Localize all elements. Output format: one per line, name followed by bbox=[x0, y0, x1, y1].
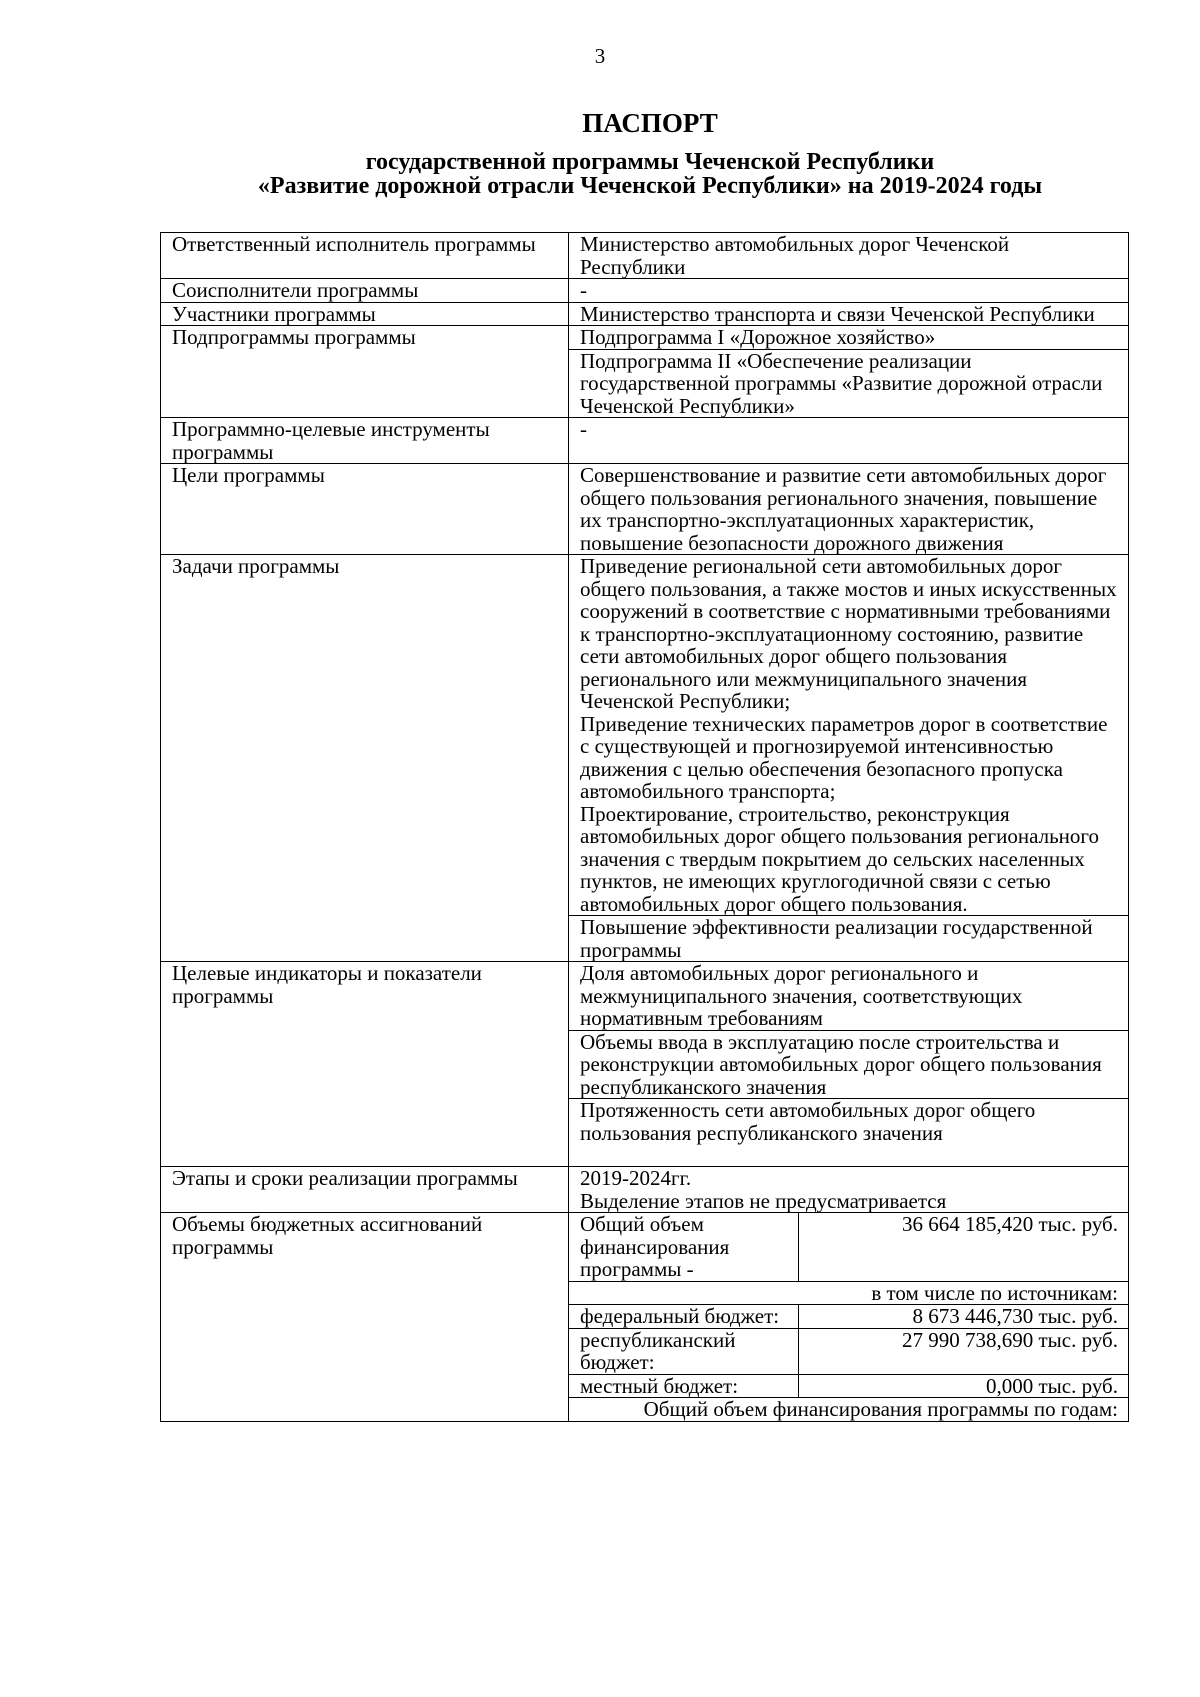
row-value: Подпрограмма II «Обеспечение реализации государственной программы «Развитие дорожной отрасли Чеченской Республики» bbox=[569, 349, 1129, 418]
row-label: Цели программы bbox=[161, 464, 569, 555]
budget-total-label: Общий объем финансирования программы - bbox=[569, 1213, 799, 1282]
row-label: Задачи программы bbox=[161, 555, 569, 962]
page-number: 3 bbox=[594, 44, 606, 68]
row-label: Этапы и сроки реализации программы bbox=[161, 1167, 569, 1213]
table-row-subprograms bbox=[161, 326, 1129, 350]
row-value: Подпрограмма I «Дорожное хозяйство» bbox=[569, 326, 1129, 350]
title-program-name: «Развитие дорожной отрасли Чеченской Республики» на 2019-2024 годы bbox=[257, 173, 1043, 199]
row-value: Совершенствование и развитие сети автомобильных дорог общего пользования регионального значения, повышение их транспортно-эксплуатационных характеристик, повышение безопасности дорожного движения bbox=[569, 464, 1129, 555]
table-row-goals bbox=[161, 464, 1129, 555]
budget-federal-value: 8 673 446,730 тыс. руб. bbox=[799, 1305, 1129, 1329]
budget-total-value: 36 664 185,420 тыс. руб. bbox=[799, 1213, 1129, 1282]
budget-federal-label: федеральный бюджет: bbox=[569, 1305, 799, 1329]
row-value: Доля автомобильных дорог регионального и межмуниципального значения, соответствующих нормативным требованиям bbox=[569, 962, 1129, 1031]
table-row-indicators bbox=[161, 962, 1129, 1031]
row-value bbox=[569, 1167, 1129, 1213]
task-paragraph: Проектирование, строительство, реконструкция автомобильных дорог общего пользования регионального значения с твердым покрытием до сельских населенных пунктов, не имеющих круглогодичной связи с сетью автомобильных дорог общего пользования. bbox=[580, 801, 1099, 916]
row-label: Целевые индикаторы и показатели программы bbox=[161, 962, 569, 1167]
table-row-budget-total bbox=[161, 1213, 1129, 1282]
row-label: Соисполнители программы bbox=[161, 279, 569, 303]
table-row-instruments bbox=[161, 418, 1129, 464]
table-row-tasks bbox=[161, 555, 1129, 916]
budget-by-years: Общий объем финансирования программы по годам: bbox=[569, 1398, 1129, 1422]
budget-republic-label: республиканский бюджет: bbox=[569, 1328, 799, 1374]
row-value bbox=[569, 555, 1129, 916]
row-label: Программно-целевые инструменты программы bbox=[161, 418, 569, 464]
stages-note: Выделение этапов не предусматривается bbox=[580, 1188, 947, 1213]
budget-local-value: 0,000 тыс. руб. bbox=[799, 1374, 1129, 1398]
row-value: Министерство транспорта и связи Чеченской Республики bbox=[569, 302, 1129, 326]
row-label: Подпрограммы программы bbox=[161, 326, 569, 418]
budget-by-sources: в том числе по источникам: bbox=[569, 1281, 1129, 1305]
row-value: Протяженность сети автомобильных дорог общего пользования республиканского значения bbox=[569, 1099, 1129, 1167]
row-value: - bbox=[569, 418, 1129, 464]
row-label: Ответственный исполнитель программы bbox=[161, 233, 569, 279]
budget-republic-value: 27 990 738,690 тыс. руб. bbox=[799, 1328, 1129, 1374]
table-row-responsible bbox=[161, 233, 1129, 279]
task-paragraph: Приведение технических параметров дорог в соответствие с существующей и прогнозируемой интенсивностью движения с целью обеспечения безопасного пропуска автомобильного транспорта; bbox=[580, 711, 1108, 803]
table-row-stages bbox=[161, 1167, 1129, 1213]
table-row-participants bbox=[161, 302, 1129, 326]
table-row-coexecutors bbox=[161, 279, 1129, 303]
row-value: Повышение эффективности реализации государственной программы bbox=[569, 916, 1129, 962]
task-paragraph: Приведение региональной сети автомобильных дорог общего пользования, а также мостов и иных искусственных сооружений в соответствие с нормативными требованиями к транспортно-эксплуатационному состоянию, развитие сети автомобильных дорог общего пользования регионального или межмуниципального значения Чеченской Республики; bbox=[580, 554, 1117, 713]
row-value: Объемы ввода в эксплуатацию после строительства и реконструкции автомобильных дорог общего пользования республиканского значения bbox=[569, 1030, 1129, 1099]
passport-table bbox=[160, 232, 1129, 1422]
row-label: Объемы бюджетных ассигнований программы bbox=[161, 1213, 569, 1422]
row-label: Участники программы bbox=[161, 302, 569, 326]
title-passport: ПАСПОРТ bbox=[582, 108, 718, 138]
row-value: - bbox=[569, 279, 1129, 303]
budget-local-label: местный бюджет: bbox=[569, 1374, 799, 1398]
title-program: государственной программы Чеченской Республики bbox=[365, 149, 935, 175]
row-value: Министерство автомобильных дорог Чеченской Республики bbox=[569, 233, 1129, 279]
document-title bbox=[120, 108, 1180, 198]
stages-period: 2019-2024гг. bbox=[580, 1166, 692, 1190]
